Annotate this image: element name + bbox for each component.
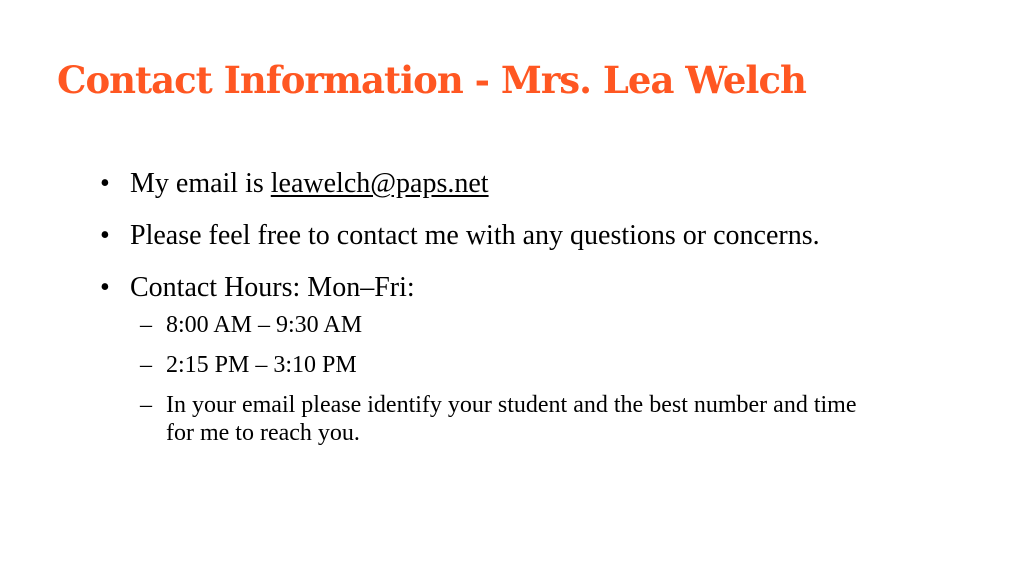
email-prefix: My email is <box>130 168 271 199</box>
bullet-contact-hours <box>100 267 1000 309</box>
dash-icon: – <box>140 392 152 418</box>
morning-hours-text: 8:00 AM – 9:30 AM <box>166 312 363 338</box>
email-link[interactable]: leawelch@paps.net <box>270 168 489 199</box>
sub-item-morning-hours <box>100 311 1000 339</box>
bullet-icon: • <box>100 272 110 303</box>
sub-item-afternoon-hours <box>100 351 1000 379</box>
slide-title: Contact Information - Mrs. Lea Welch <box>57 58 806 102</box>
bullet-questions <box>100 215 1000 257</box>
dash-icon: – <box>140 352 152 378</box>
contact-hours-text: Contact Hours: Mon–Fri: <box>130 272 415 303</box>
email-instructions-text: In your email please identify your student and the best number and time for me to reach you. <box>166 392 857 446</box>
afternoon-hours-text: 2:15 PM – 3:10 PM <box>166 352 357 378</box>
questions-text: Please feel free to contact me with any questions or concerns. <box>130 220 820 251</box>
sub-item-email-instructions <box>100 391 886 447</box>
bullet-email <box>100 163 1000 205</box>
dash-icon: – <box>140 312 152 338</box>
bullet-icon: • <box>100 220 110 251</box>
contact-hours-list <box>100 311 1000 447</box>
bullet-icon: • <box>100 168 110 199</box>
slide-body <box>100 163 1000 459</box>
